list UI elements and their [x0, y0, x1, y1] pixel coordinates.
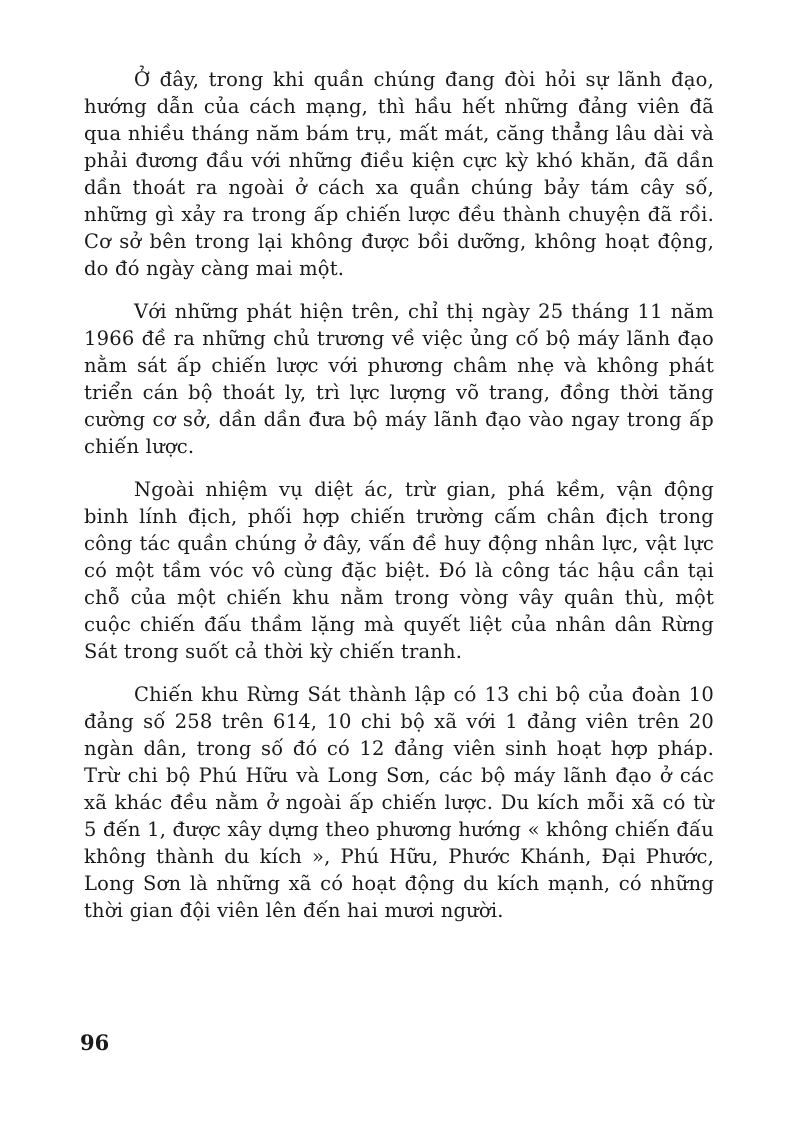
paragraph-3: Ngoài nhiệm vụ diệt ác, trừ gian, phá kềm, vận động binh lính địch, phối hợp chiến trường cấm chân địch trong công tác quần chúng ở đây, vấn đề huy động nhân lực, vật lực có một tầm vóc vô cùng đặc biệt. Đó là công tác hậu cần tại chỗ của một chiến khu nằm trong vòng vây quân thù, một cuộc chiến đấu thầm lặng mà quyết liệt của nhân dân Rừng Sát trong suốt cả thời kỳ chiến tranh. — [84, 478, 714, 663]
paragraph-2: Với những phát hiện trên, chỉ thị ngày 25 tháng 11 năm 1966 đề ra những chủ trương về việc ủng cố bộ máy lãnh đạo nằm sát ấp chiến lược với phương châm nhẹ và không phát triển cán bộ thoát ly, trì lực lượng võ trang, đồng thời tăng cường cơ sở, dần dần đưa bộ máy lãnh đạo vào ngay trong ấp chiến lược. — [84, 300, 714, 458]
paragraph-4: Chiến khu Rừng Sát thành lập có 13 chi bộ của đoàn 10 đảng số 258 trên 614, 10 chi bộ xã với 1 đảng viên trên 20 ngàn dân, trong số đó có 12 đảng viên sinh hoạt hợp pháp. Trừ chi bộ Phú Hữu và Long Sơn, các bộ máy lãnh đạo ở các xã khác đều nằm ở ngoài ấp chiến lược. Du kích mỗi xã có từ 5 đến 1, được xây dựng theo phương hướng « không chiến đấu không thành du kích », Phú Hữu, Phước Khánh, Đại Phước, Long Sơn là những xã có hoạt động du kích mạnh, có những thời gian đội viên lên đến hai mươi người. — [84, 683, 714, 922]
paragraph-1: Ở đây, trong khi quần chúng đang đòi hỏi sự lãnh đạo, hướng dẫn của cách mạng, thì hầu hết những đảng viên đã qua nhiều tháng năm bám trụ, mất mát, căng thẳng lâu dài và phải đương đầu với những điều kiện cực kỳ khó khăn, đã dần dần thoát ra ngoài ở cách xa quần chúng bảy tám cây số, những gì xảy ra trong ấp chiến lược đều thành chuyện đã rồi. Cơ sở bên trong lại không được bồi dưỡng, không hoạt động, do đó ngày càng mai một. — [84, 68, 714, 280]
page-number: 96 — [80, 1030, 110, 1055]
page-body — [84, 66, 714, 940]
